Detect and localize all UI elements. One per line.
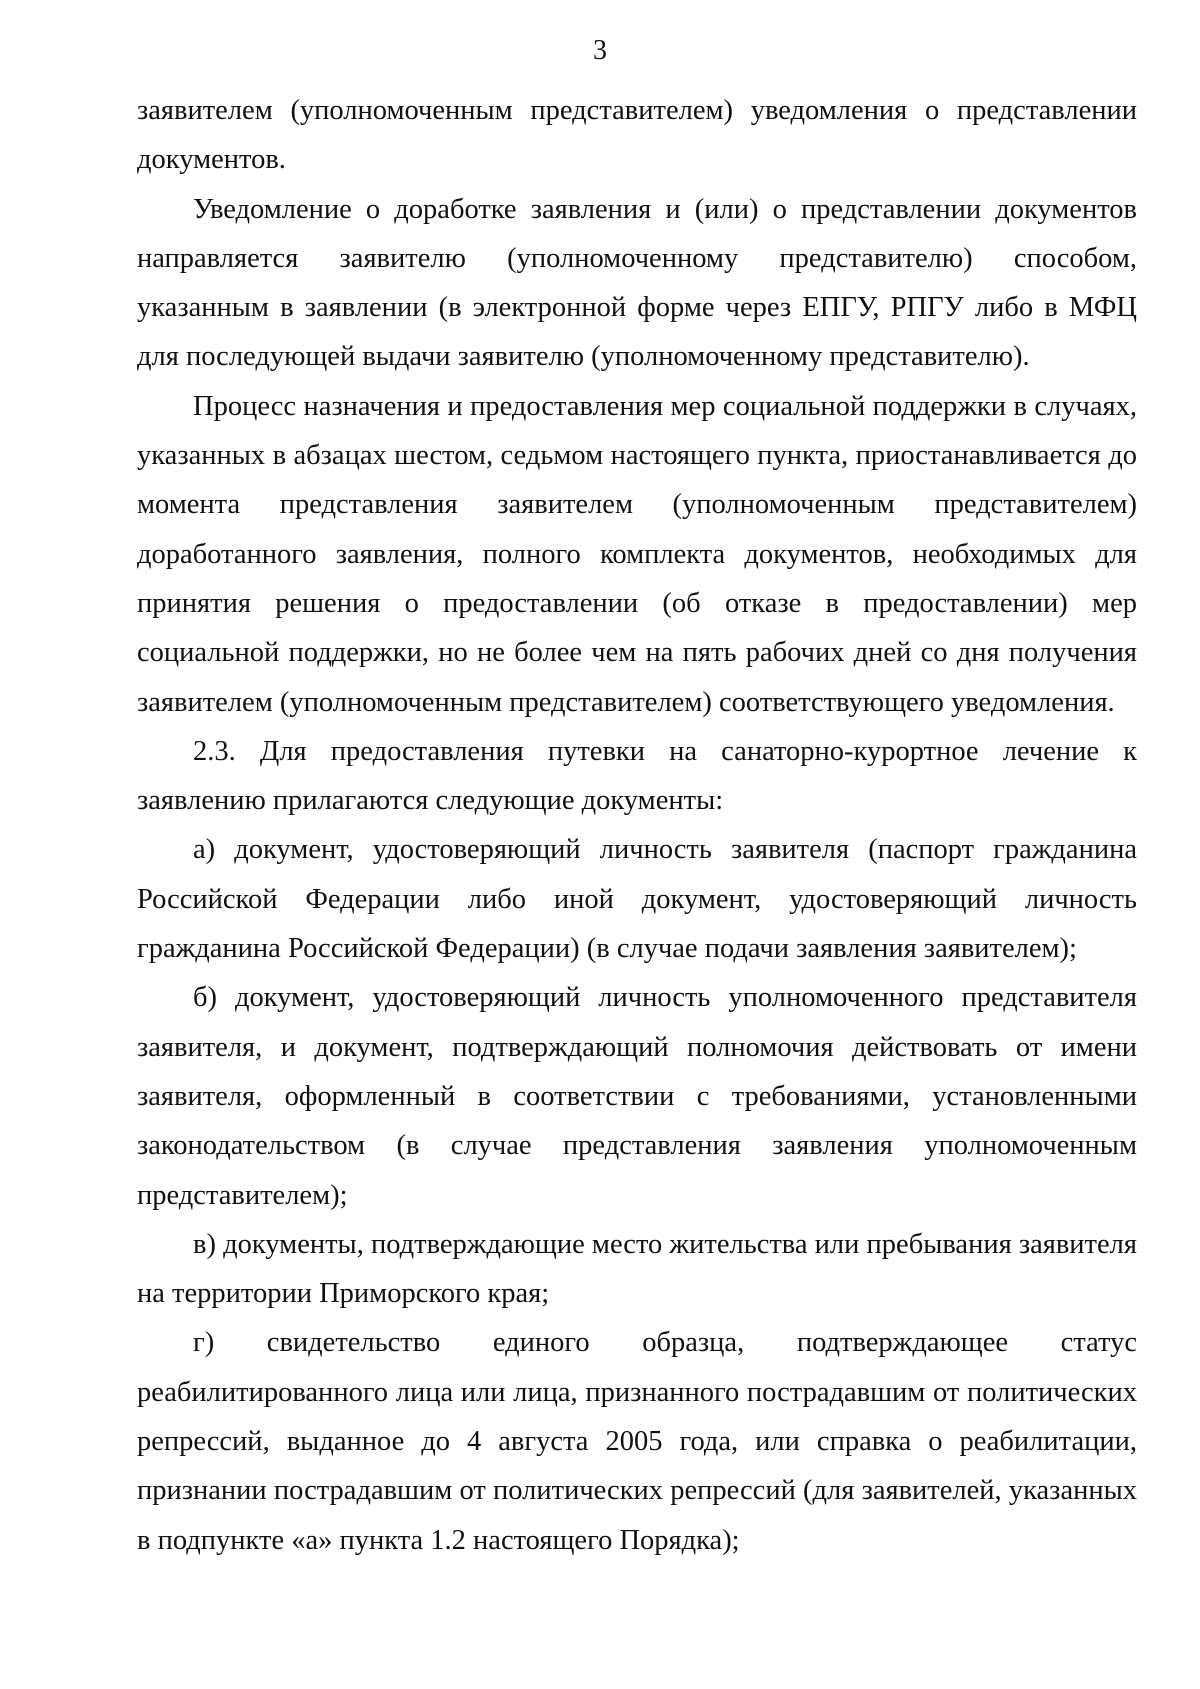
page-number: 3 xyxy=(593,35,607,66)
paragraph-notification: Уведомление о доработке заявления и (или) о представлении документов направляется заявителю (уполномоченному представителю) способом, указанным в заявлении (в электронной форме через ЕПГУ, РПГУ либо в МФЦ для последующей выдачи заявителю (уполномоченному представителю). xyxy=(137,193,1137,373)
paragraph-section-2-3: 2.3. Для предоставления путевки на санаторно-курортное лечение к заявлению прилагаются следующие документы: xyxy=(137,735,1137,817)
list-item-v: в) документы, подтверждающие место жительства или пребывания заявителя на территории Приморского края; xyxy=(137,1228,1137,1310)
list-item-a: а) документ, удостоверяющий личность заявителя (паспорт гражданина Российской Федерации либо иной документ, удостоверяющий личность гражданина Российской Федерации) (в случае подачи заявления заявителем); xyxy=(137,834,1137,965)
document-body xyxy=(137,86,1137,1565)
list-item-g: г) свидетельство единого образца, подтверждающее статус реабилитированного лица или лица, признанного пострадавшим от политических репрессий, выданное до 4 августа 2005 года, или справка о реабилитации, признании пострадавшим от политических репрессий (для заявителей, указанных в подпункте «а» пункта 1.2 настоящего Порядка); xyxy=(137,1327,1137,1556)
list-item-b: б) документ, удостоверяющий личность уполномоченного представителя заявителя, и документ, подтверждающий полномочия действовать от имени заявителя, оформленный в соответствии с требованиями, установленными законодательством (в случае представления заявления уполномоченным представителем); xyxy=(137,982,1137,1211)
paragraph-continuation: заявителем (уполномоченным представителем) уведомления о представлении документов. xyxy=(137,95,1137,176)
paragraph-suspension: Процесс назначения и предоставления мер социальной поддержки в случаях, указанных в абзацах шестом, седьмом настоящего пункта, приостанавливается до момента представления заявителем (уполномоченным представителем) доработанного заявления, полного комплекта документов, необходимых для принятия решения о предоставлении (об отказе в предоставлении) мер социальной поддержки, но не более чем на пять рабочих дней со дня получения заявителем (уполномоченным представителем) соответствующего уведомления. xyxy=(137,390,1137,718)
